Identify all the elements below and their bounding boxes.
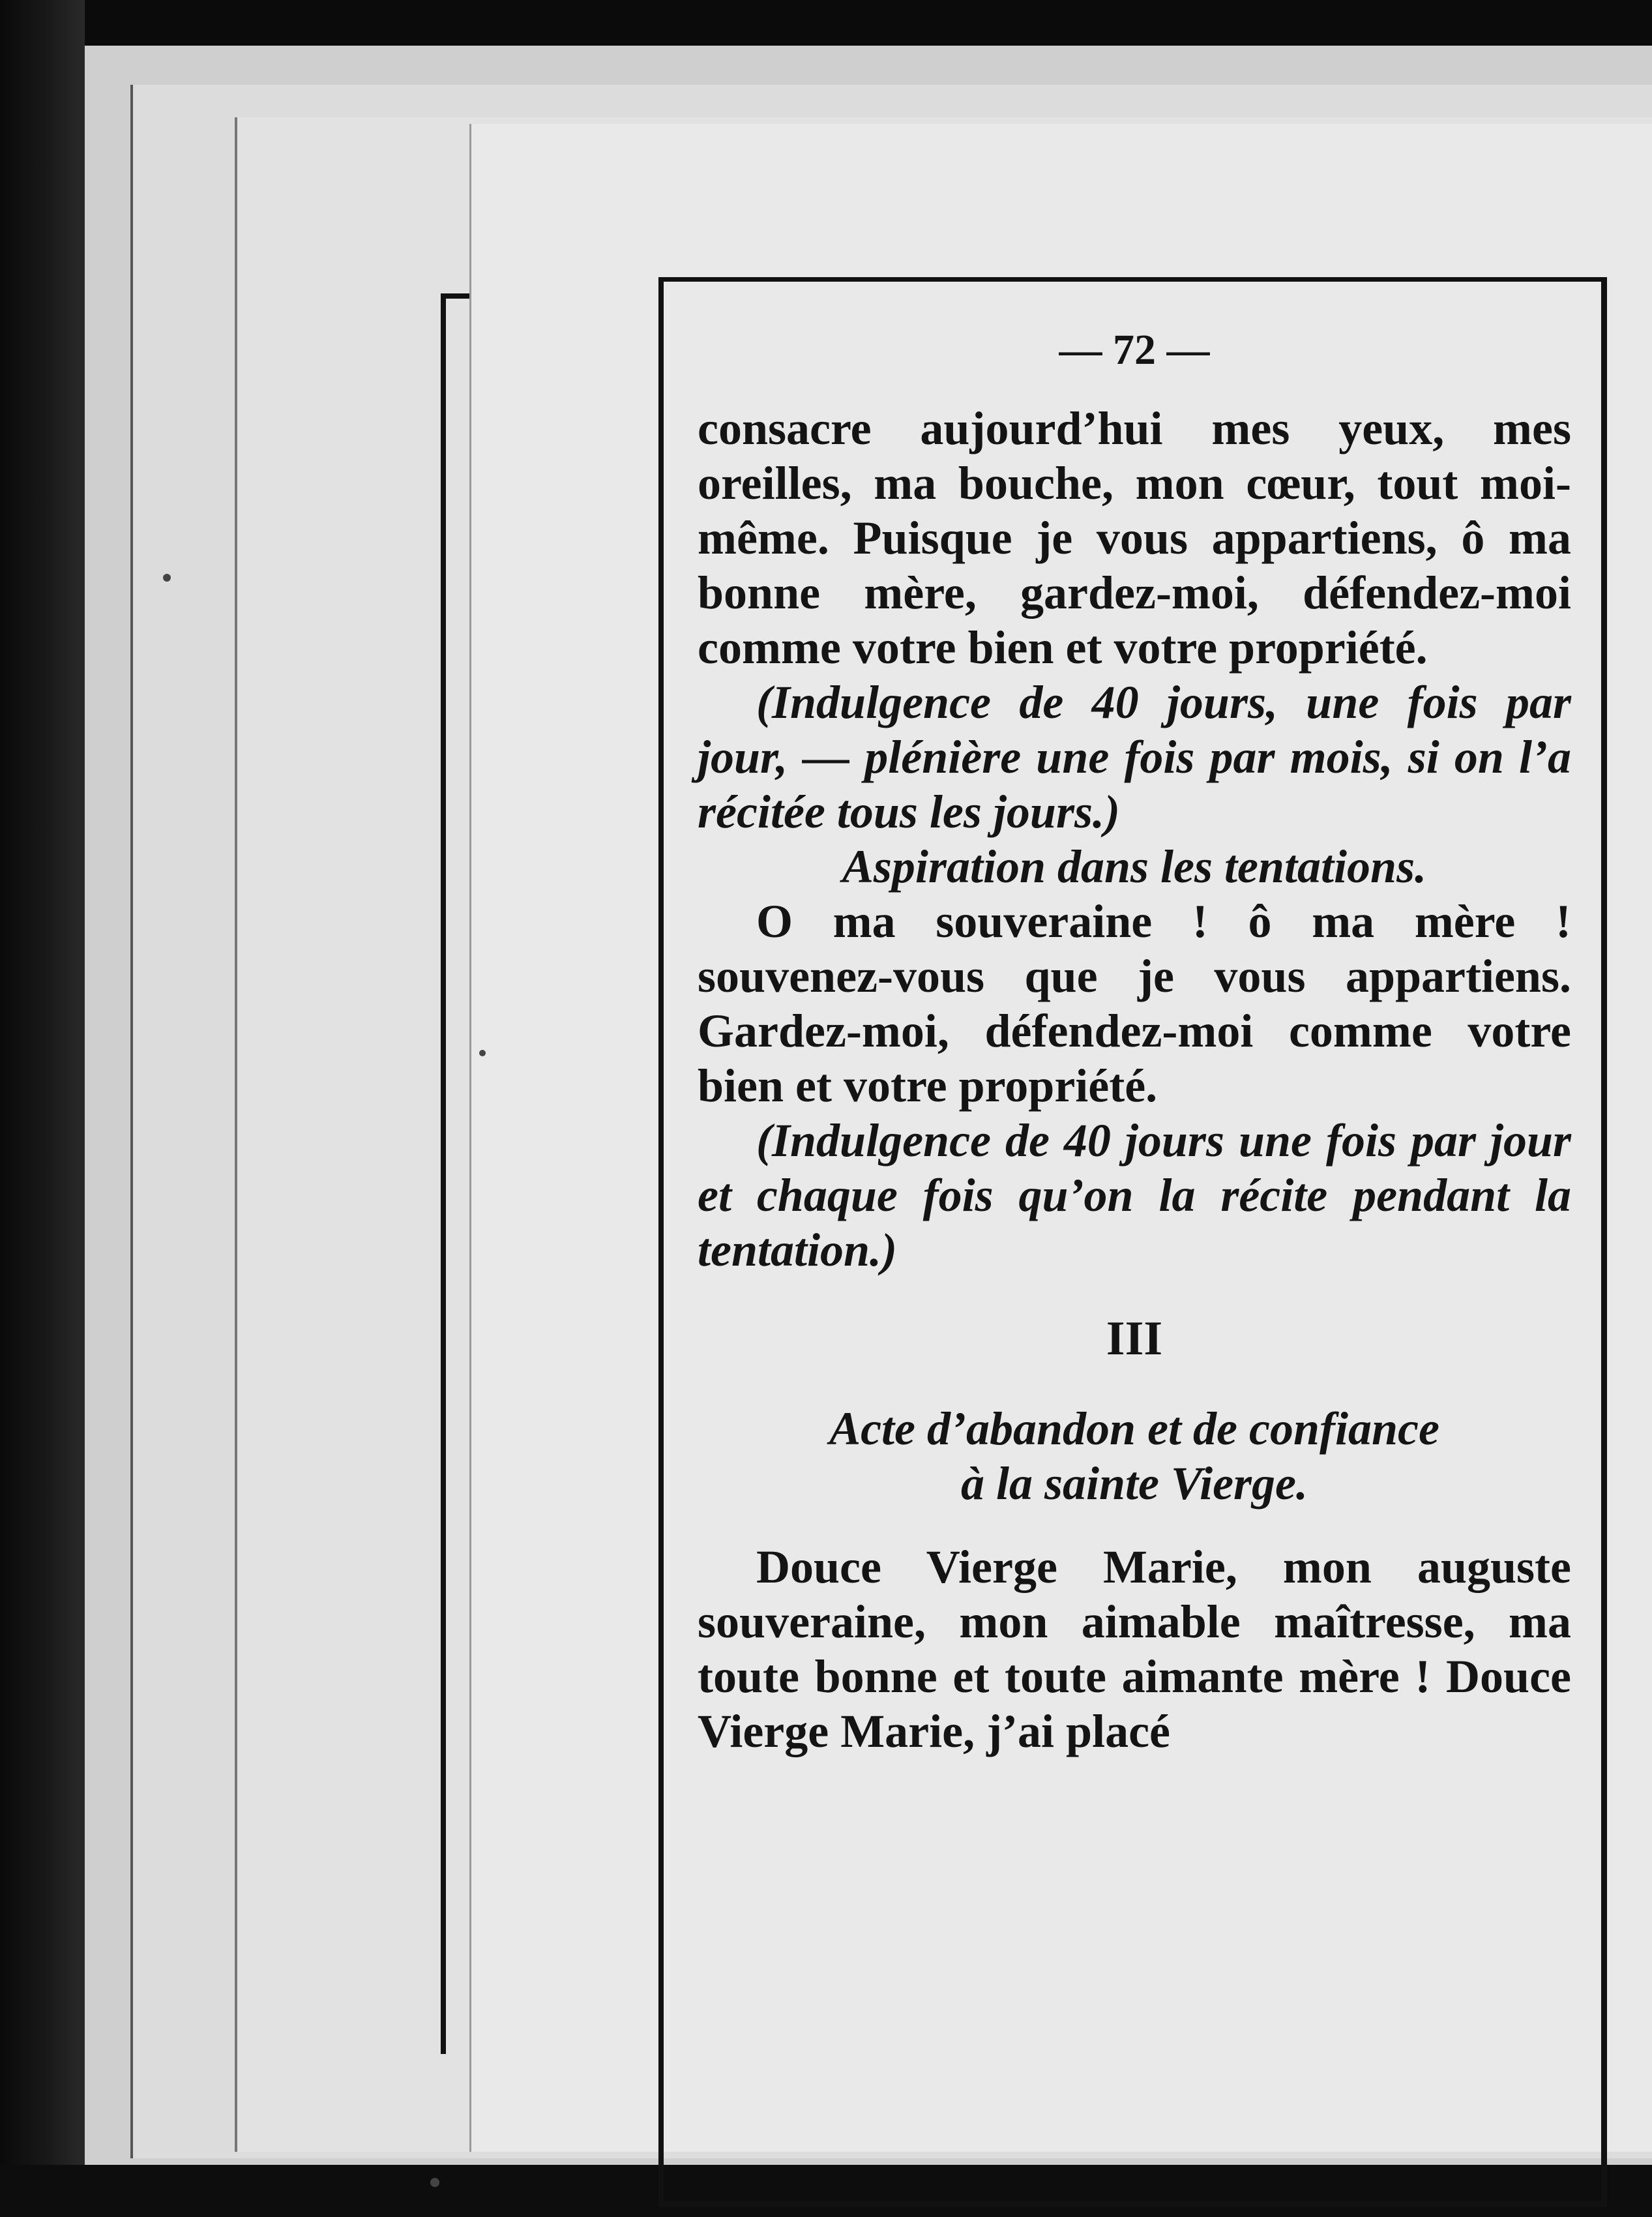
subheading: Aspiration dans les tentations. xyxy=(842,841,1427,893)
scan-speck xyxy=(479,1050,486,1056)
scan-border-top xyxy=(0,0,1652,49)
text-frame xyxy=(658,277,1615,2207)
scan-speck xyxy=(430,2178,439,2187)
indulgence-note: (Indulgence de 40 jours une fois par jour et chaque fois qu’on la récite pendant la tentation.) xyxy=(698,1114,1571,1276)
section-title-line: à la sainte Vierge. xyxy=(960,1457,1308,1510)
scan-border-left xyxy=(0,0,85,2217)
back-page-frame-rule xyxy=(441,293,446,2054)
paragraph: O ma souveraine ! ô ma mère ! souvenez-vous que je vous appartiens. Gardez-moi, défendez-moi comme votre bien et votre propriété. xyxy=(698,895,1571,1112)
indulgence-note: (Indulgence de 40 jours, une fois par jour, — plénière une fois par mois, si on l’a récitée tous les jours.) xyxy=(698,676,1571,838)
section-number: III xyxy=(1106,1312,1163,1365)
back-page-frame-rule xyxy=(441,293,473,299)
section-title-line: Acte d’abandon et de confiance xyxy=(829,1403,1439,1455)
page-number: — 72 — xyxy=(1059,326,1210,374)
section-title xyxy=(698,1401,1571,1511)
paragraph: consacre aujourd’hui mes yeux, mes oreilles, ma bouche, mon cœur, tout moi-même. Puisque je vous appartiens, ô ma bonne mère, gardez-moi, défendez-moi comme votre bien et votre propriété. xyxy=(698,402,1571,674)
paragraph: Douce Vierge Marie, mon auguste souveraine, mon aimable maîtresse, ma toute bonne et toute aimante mère ! Douce Vierge Marie, j’ai placé xyxy=(698,1541,1571,1757)
page-text xyxy=(698,323,1571,1759)
scan-speck xyxy=(163,574,171,582)
